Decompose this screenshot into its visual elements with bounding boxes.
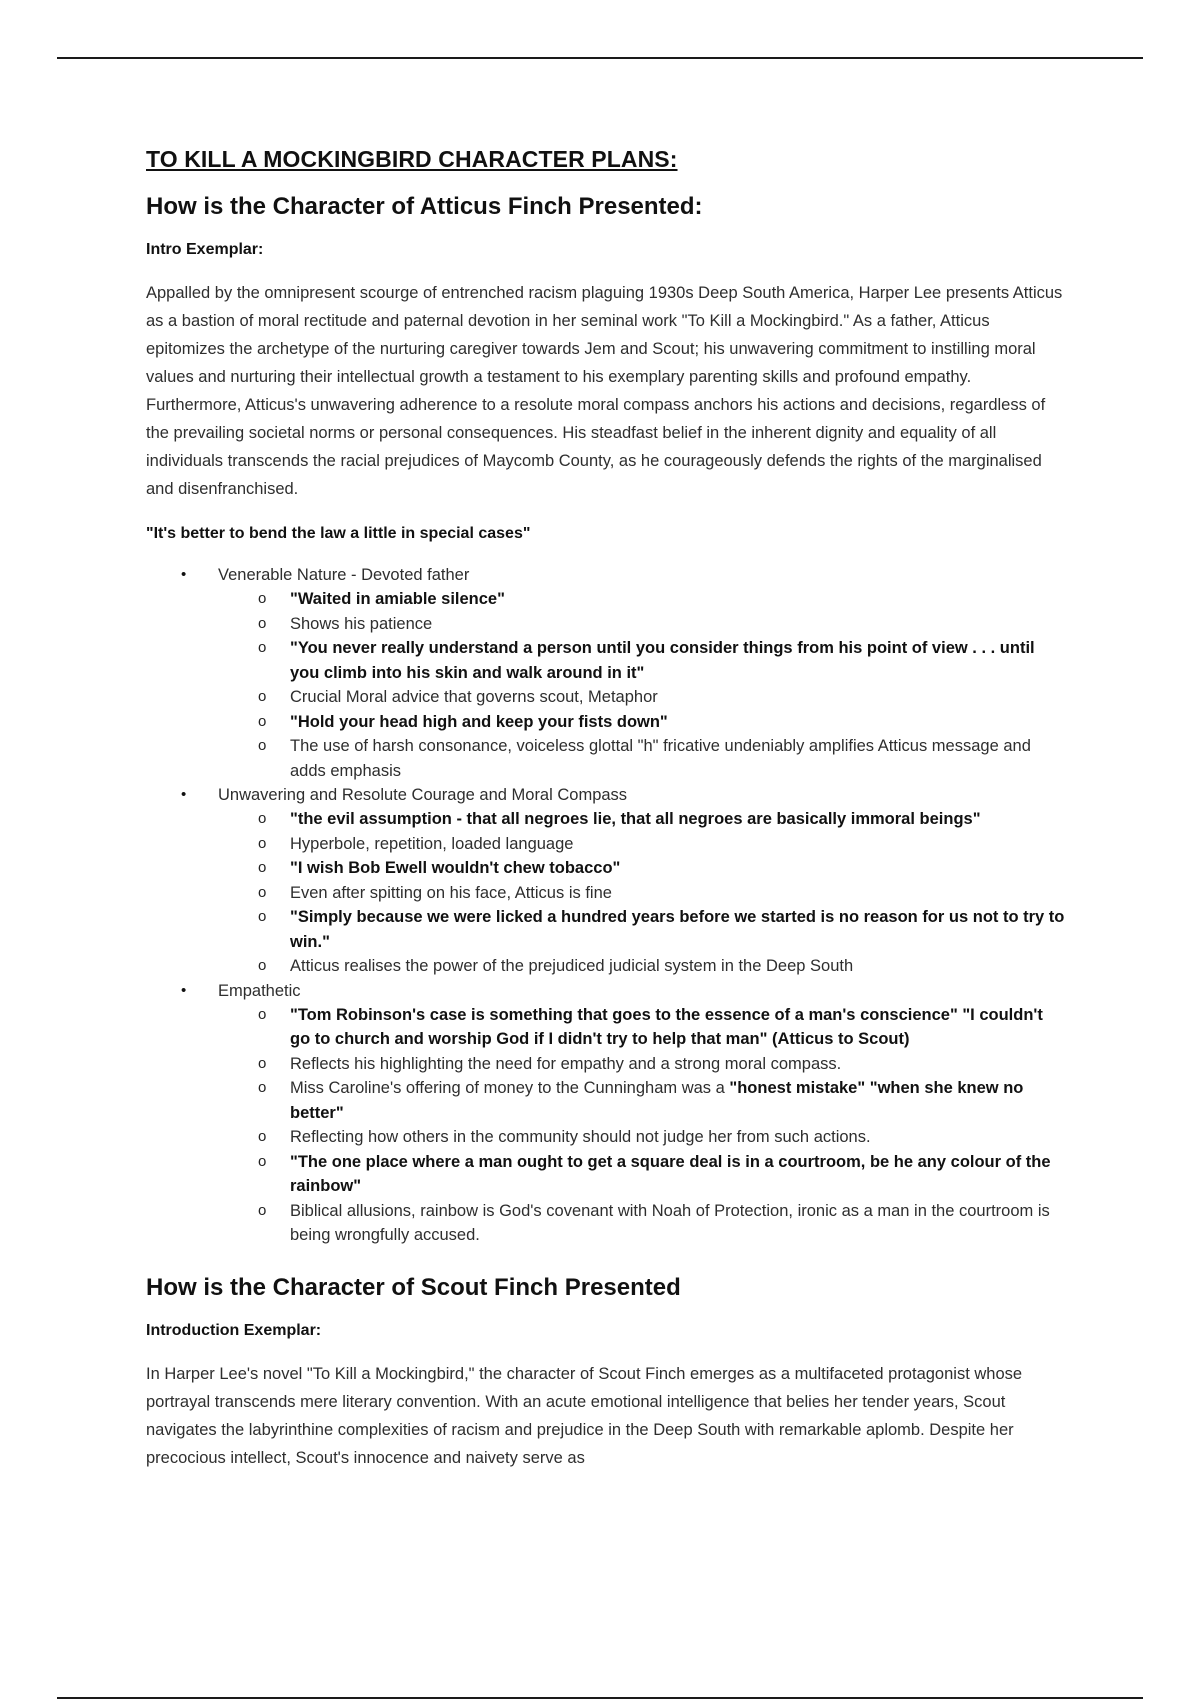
sub-bullet-icon: o — [258, 859, 267, 876]
analysis-text: The use of harsh consonance, voiceless glottal "h" fricative undeniably amplifies Atticus message and adds emphasis — [290, 737, 1031, 780]
bullet-icon: • — [181, 786, 187, 803]
sub-bullet-icon: o — [258, 1054, 267, 1072]
list-item — [218, 807, 1066, 832]
sub-bullet-icon: o — [258, 908, 267, 925]
list-item — [218, 734, 1066, 783]
sub-bullet-icon: o — [258, 688, 267, 705]
scout-intro-paragraph: In Harper Lee's novel "To Kill a Mockingbird," the character of Scout Finch emerges as a multifaceted protagonist whose portrayal transcends mere literary convention. With an acute emotional intelligence that belies her tender years, Scout navigates the labyrinthine complexities of racism and prejudice in the Deep South with remarkable aplomb. Despite her precocious intellect, Scout's innocence and naivety serve as — [146, 1364, 1023, 1467]
analysis-text: Crucial Moral advice that governs scout, Metaphor — [290, 688, 658, 706]
quote-text: "Simply because we were licked a hundred years before we started is no reason for us not to try to win." — [290, 908, 1065, 951]
list-item — [218, 954, 1066, 979]
list-item — [218, 856, 1066, 881]
sub-bullet-icon: o — [258, 810, 267, 827]
quote-text: "the evil assumption - that all negroes lie, that all negroes are basically immoral beings" — [290, 810, 981, 828]
quote-text: "I wish Bob Ewell wouldn't chew tobacco" — [290, 859, 621, 877]
quote-text: "Hold your head high and keep your fists down" — [290, 712, 668, 731]
list-item — [218, 1150, 1066, 1199]
quote-text: "You never really understand a person until you consider things from his point of view . . . until you climb into his skin and walk around in it" — [290, 639, 1035, 682]
quote-text: "honest mistake" "when she knew no better" — [290, 1079, 1024, 1122]
analysis-text: Atticus realises the power of the prejudiced judicial system in the Deep South — [290, 957, 854, 975]
list-item — [218, 1076, 1066, 1125]
sub-bullet-icon: o — [258, 1005, 267, 1023]
sub-points-list — [218, 1003, 1066, 1248]
list-item — [218, 587, 1066, 612]
point-label: Unwavering and Resolute Courage and Moral Compass — [218, 786, 628, 804]
document-title: TO KILL A MOCKINGBIRD CHARACTER PLANS: — [146, 146, 678, 172]
list-item — [218, 636, 1066, 685]
sub-bullet-icon: o — [258, 883, 267, 901]
list-item — [146, 979, 1066, 1248]
scout-section-heading: How is the Character of Scout Finch Presented — [146, 1273, 681, 1301]
bullet-icon: • — [181, 981, 187, 999]
list-item — [218, 905, 1066, 954]
sub-bullet-icon: o — [258, 712, 267, 730]
analysis-text: Miss Caroline's offering of money to the Cunningham was a — [290, 1079, 730, 1097]
quote-text: "Tom Robinson's case is something that goes to the essence of a man's conscience" "I couldn't go to church and worship God if I didn't try to help that man" (Atticus to Scout) — [290, 1005, 1043, 1048]
atticus-section-heading: How is the Character of Atticus Finch Presented: — [146, 193, 703, 220]
analysis-text: Shows his patience — [290, 614, 433, 633]
quote-text: "The one place where a man ought to get a square deal is in a courtroom, be he any colour of the rainbow" — [290, 1152, 1051, 1195]
sub-bullet-icon: o — [258, 737, 267, 754]
analysis-text: Reflecting how others in the community should not judge her from such actions. — [290, 1128, 871, 1146]
analysis-text: Hyperbole, repetition, loaded language — [290, 834, 574, 853]
list-item — [146, 783, 1066, 979]
list-item — [218, 685, 1066, 710]
analysis-text: Biblical allusions, rainbow is God's covenant with Noah of Protection, ironic as a man in the courtroom is being wrongfully accused. — [290, 1201, 1050, 1244]
list-item — [218, 710, 1066, 735]
sub-bullet-icon: o — [258, 1079, 267, 1096]
atticus-key-quote: "It's better to bend the law a little in special cases" — [146, 525, 531, 542]
sub-points-list — [218, 587, 1066, 783]
list-item — [218, 1199, 1066, 1248]
list-item — [146, 563, 1066, 783]
atticus-points-list — [146, 563, 1066, 1248]
document-body — [146, 146, 1066, 1494]
top-rule — [57, 57, 1143, 59]
bullet-icon: • — [181, 566, 187, 583]
atticus-intro-paragraph: Appalled by the omnipresent scourge of entrenched racism plaguing 1930s Deep South America, Harper Lee presents Atticus as a bastion of moral rectitude and paternal devotion in her seminal work "To Kill a Mockingbird." As a father, Atticus epitomizes the archetype of the nurturing caregiver towards Jem and Scout; his unwavering commitment to instilling moral values and nurturing their intellectual growth a testament to his exemplary parenting skills and profound empathy. Furthermore, Atticus's unwavering adherence to a resolute moral compass anchors his actions and decisions, regardless of the prevailing societal norms or personal consequences. His steadfast belief in the inherent dignity and equality of all individuals transcends the racial prejudices of Maycomb County, as he courageously defends the rights of the marginalised and disenfranchised. — [146, 284, 1063, 498]
list-item — [218, 612, 1066, 637]
scout-intro-label: Introduction Exemplar: — [146, 1321, 322, 1339]
list-item — [218, 881, 1066, 906]
list-item — [218, 832, 1066, 857]
list-item — [218, 1052, 1066, 1077]
sub-bullet-icon: o — [258, 1201, 267, 1219]
point-label: Empathetic — [218, 981, 301, 1000]
sub-bullet-icon: o — [258, 957, 267, 974]
sub-bullet-icon: o — [258, 834, 267, 852]
sub-points-list — [218, 807, 1066, 979]
list-item — [218, 1125, 1066, 1150]
sub-bullet-icon: o — [258, 639, 267, 656]
atticus-intro-label: Intro Exemplar: — [146, 241, 264, 258]
sub-bullet-icon: o — [258, 1128, 267, 1145]
sub-bullet-icon: o — [258, 1152, 267, 1170]
sub-bullet-icon: o — [258, 614, 267, 632]
analysis-text: Even after spitting on his face, Atticus is fine — [290, 883, 612, 902]
analysis-text: Reflects his highlighting the need for empathy and a strong moral compass. — [290, 1054, 842, 1073]
quote-text: "Waited in amiable silence" — [290, 590, 505, 608]
bottom-rule — [57, 1697, 1143, 1699]
point-label: Venerable Nature - Devoted father — [218, 566, 470, 584]
sub-bullet-icon: o — [258, 590, 267, 607]
list-item — [218, 1003, 1066, 1052]
